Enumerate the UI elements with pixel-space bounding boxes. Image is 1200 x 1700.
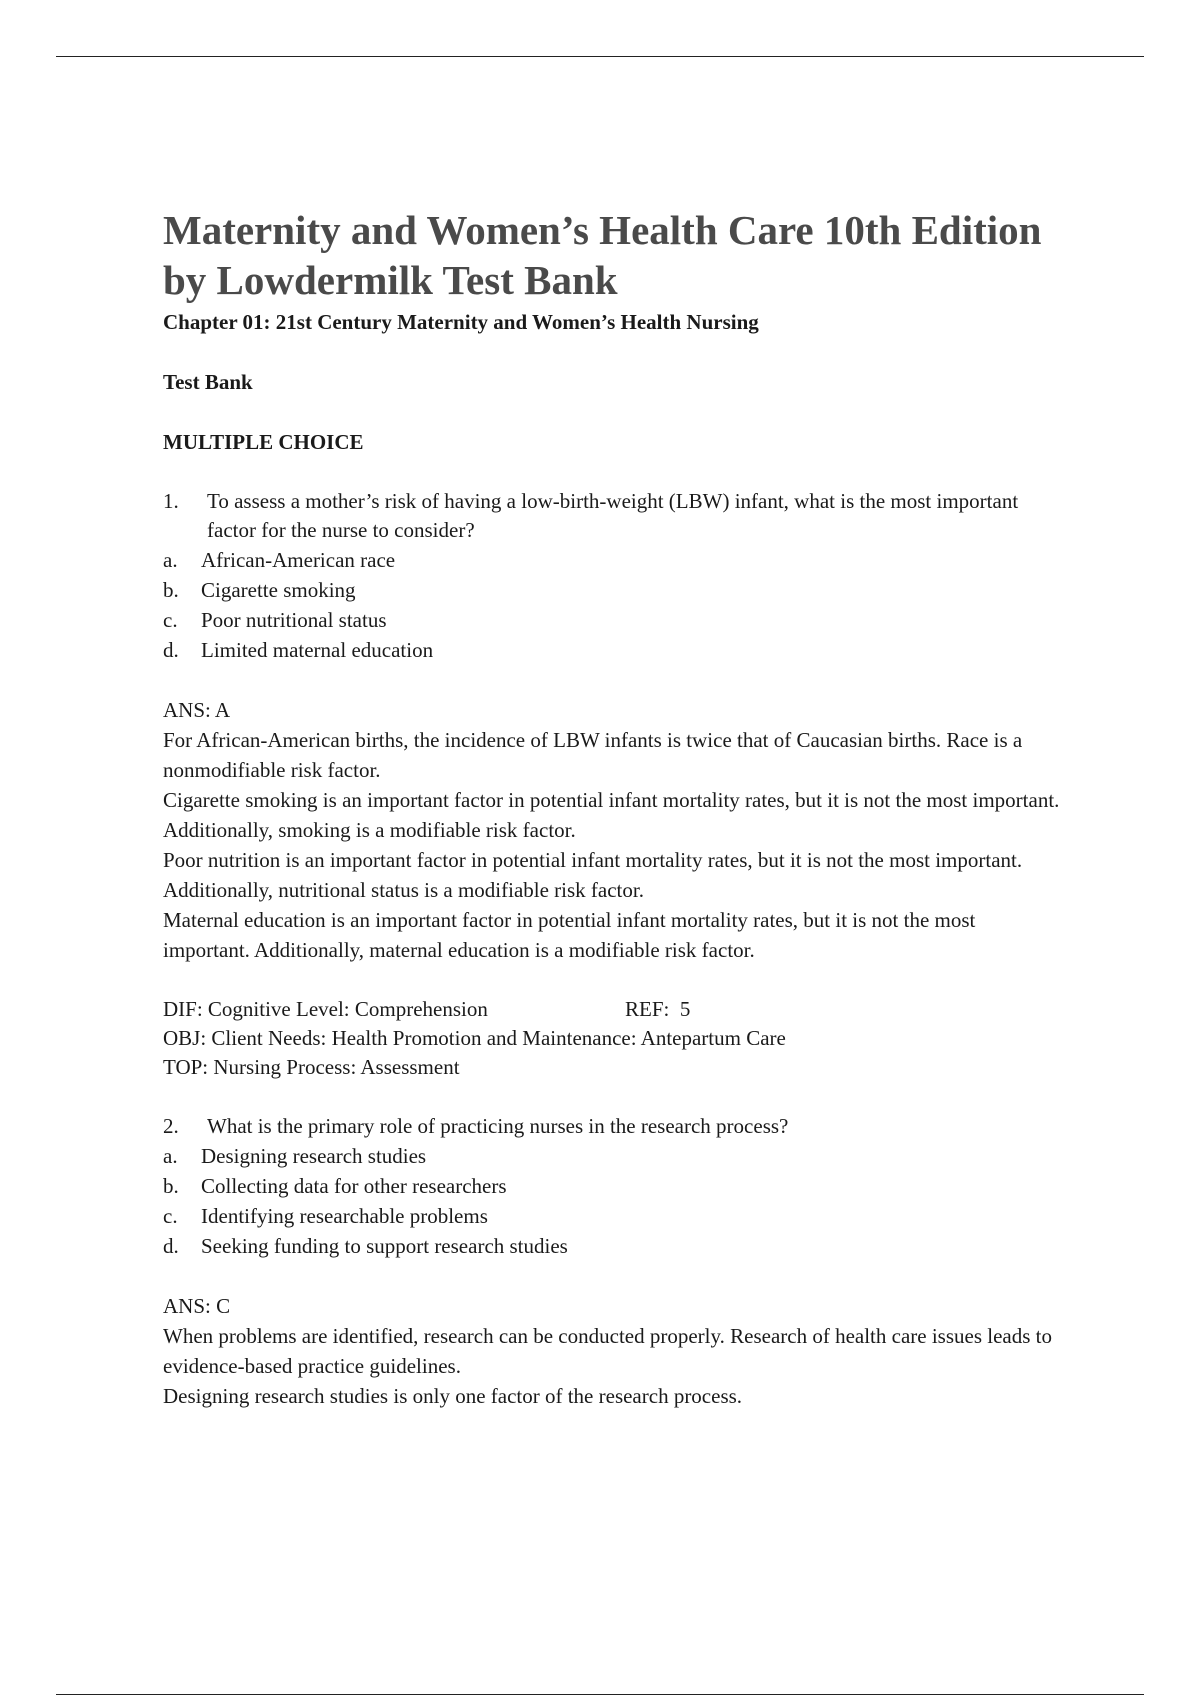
option-letter: c. — [163, 1204, 178, 1228]
option-a — [163, 545, 1063, 575]
question-text: To assess a mother’s risk of having a low-birth-weight (LBW) infant, what is the most important factor for the nurse to consider? — [207, 489, 1019, 542]
rationale-paragraph: Maternal education is an important factor in potential infant mortality rates, but it is not the most important. Additionally, maternal education is a modifiable risk factor. — [163, 908, 976, 962]
question-number: 2. — [163, 1114, 179, 1138]
option-b — [163, 575, 1063, 605]
difficulty-level: DIF: Cognitive Level: Comprehension — [163, 997, 488, 1021]
option-letter: a. — [163, 1144, 178, 1168]
rationale-paragraph: Cigarette smoking is an important factor in potential infant mortality rates, but it is not the most important. Additionally, smoking is a modifiable risk factor. — [163, 788, 1060, 842]
option-text: Cigarette smoking — [201, 578, 356, 602]
option-text: African-American race — [201, 548, 396, 572]
question-number: 1. — [163, 489, 179, 513]
difficulty-reference-row — [163, 995, 1063, 1024]
question-stem — [163, 1112, 1063, 1141]
top-rule — [56, 56, 1144, 57]
option-letter: a. — [163, 548, 178, 572]
question-1 — [163, 487, 1063, 1082]
reference-page: REF: 5 — [625, 997, 691, 1021]
objective: OBJ: Client Needs: Health Promotion and Maintenance: Antepartum Care — [163, 1026, 786, 1050]
test-bank-label: Test Bank — [163, 370, 253, 394]
document-title: Maternity and Women’s Health Care 10th Edition by Lowdermilk Test Bank — [163, 207, 1042, 303]
rationale-paragraph: Designing research studies is only one factor of the research process. — [163, 1384, 743, 1408]
chapter-heading: Chapter 01: 21st Century Maternity and Women’s Health Nursing — [163, 310, 759, 334]
option-a — [163, 1141, 1063, 1171]
option-letter: b. — [163, 1174, 179, 1198]
option-text: Limited maternal education — [201, 638, 434, 662]
option-letter: d. — [163, 638, 179, 662]
answer-key: ANS: C — [163, 1294, 231, 1318]
option-letter: c. — [163, 608, 178, 632]
option-text: Poor nutritional status — [201, 608, 387, 632]
option-text: Seeking funding to support research studies — [201, 1234, 568, 1258]
topic: TOP: Nursing Process: Assessment — [163, 1055, 460, 1079]
multiple-choice-label: MULTIPLE CHOICE — [163, 430, 364, 454]
question-stem — [163, 487, 1063, 545]
option-text: Designing research studies — [201, 1144, 427, 1168]
rationale-paragraph: For African-American births, the incidence of LBW infants is twice that of Caucasian births. Race is a nonmodifiable risk factor. — [163, 728, 1023, 782]
document-body — [163, 205, 1063, 1411]
option-d — [163, 1231, 1063, 1261]
option-letter: d. — [163, 1234, 179, 1258]
option-d — [163, 635, 1063, 665]
question-text: What is the primary role of practicing nurses in the research process? — [207, 1114, 789, 1138]
option-text: Identifying researchable problems — [201, 1204, 488, 1228]
option-letter: b. — [163, 578, 179, 602]
option-text: Collecting data for other researchers — [201, 1174, 507, 1198]
option-c — [163, 605, 1063, 635]
answer-key: ANS: A — [163, 698, 231, 722]
bottom-rule — [56, 1694, 1144, 1695]
rationale-paragraph: When problems are identified, research can be conducted properly. Research of health care issues leads to evidence-based practice guidelines. — [163, 1324, 1053, 1378]
question-2 — [163, 1112, 1063, 1411]
option-c — [163, 1201, 1063, 1231]
option-b — [163, 1171, 1063, 1201]
rationale-paragraph: Poor nutrition is an important factor in potential infant mortality rates, but it is not the most important. Additionally, nutritional status is a modifiable risk factor. — [163, 848, 1023, 902]
